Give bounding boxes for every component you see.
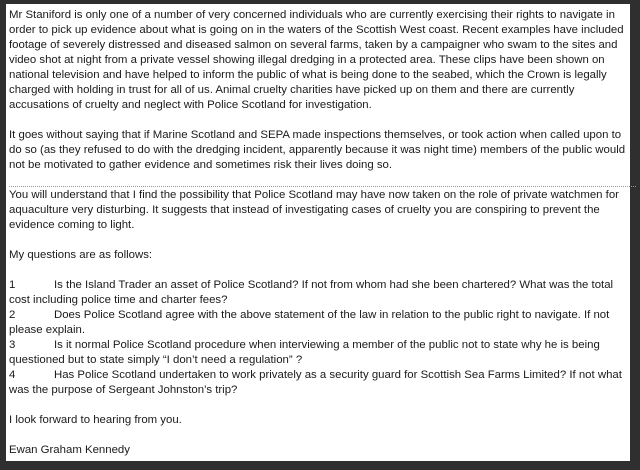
question-item bbox=[9, 368, 626, 398]
signature: Ewan Graham Kennedy bbox=[9, 444, 130, 456]
paragraph-evidence: Mr Staniford is only one of a number of very concerned individuals who are currently exercising their rights to navigate in order to pick up evidence about what is going on in the waters of the Scottish West coast. Recent examples have included footage of severely distressed and diseased salmon on several farms, taken by a campaigner who swam to the sites and video shot at night from a private vessel showing illegal dredging in a protected area. These clips have been shown on national television and have helped to inform the public of what is being done to the seabed, which the Crown is legally charged with holding in trust for all of us. Animal cruelty charities have picked up on them and there are currently accusations of cruelty and neglect with Police Scotland for investigation. bbox=[9, 9, 624, 111]
question-item bbox=[9, 308, 626, 338]
questions-list bbox=[9, 278, 626, 398]
dotted-divider bbox=[9, 186, 636, 187]
question-text: Is the Island Trader an asset of Police Scotland? If not from whom had she been chartered? What was the total cost including police time and charter fees? bbox=[9, 279, 614, 306]
question-item bbox=[9, 338, 626, 368]
question-text: Has Police Scotland undertaken to work privately as a security guard for Scottish Sea Farms Limited? If not what was the purpose of Sergeant Johnston’s trip? bbox=[9, 369, 622, 396]
questions-intro: My questions are as follows: bbox=[9, 249, 153, 261]
question-number: 3 bbox=[9, 339, 16, 351]
paragraph-inspections: It goes without saying that if Marine Scotland and SEPA made inspections themselves, or took action when called upon to do so (as they refused to do with the dredging incident, apparently because it was night time) members of the public would not be motivated to gather evidence and sometimes risk their lives doing so. bbox=[9, 129, 626, 171]
question-text: Is it normal Police Scotland procedure when interviewing a member of the public not to state why he is being questioned but to state simply “I don’t need a regulation” ? bbox=[9, 339, 600, 366]
letter-page bbox=[6, 4, 630, 461]
question-number: 1 bbox=[9, 279, 16, 291]
paragraph-concern: You will understand that I find the possibility that Police Scotland may have now taken on the role of private watchmen for aquaculture very disturbing. It suggests that instead of investigating cases of cruelty you are conspiring to prevent the evidence coming to light. bbox=[9, 189, 619, 231]
closing-line: I look forward to hearing from you. bbox=[9, 414, 182, 426]
question-text: Does Police Scotland agree with the above statement of the law in relation to the public right to navigate. If not please explain. bbox=[9, 309, 610, 336]
question-number: 4 bbox=[9, 369, 16, 381]
question-item bbox=[9, 278, 626, 308]
question-number: 2 bbox=[9, 309, 16, 321]
